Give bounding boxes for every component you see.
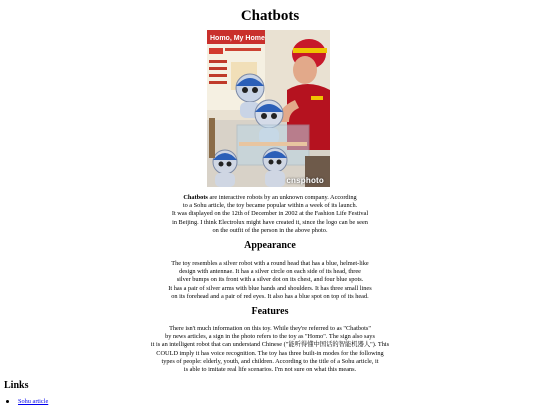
appearance-line-5: on its forehead and a pair of red eyes. It also has a blue spot on top of its head. <box>171 292 369 300</box>
intro-line-4: in Beijing. I think Electrolux might have created it, since the logo can be seen <box>172 218 368 226</box>
features-paragraph <box>0 325 540 374</box>
intro-line-3: It was displayed on the 12th of December in 2002 at the Fashion Life Festival <box>171 210 369 218</box>
features-heading: Features <box>251 306 289 317</box>
intro-paragraph <box>0 194 540 235</box>
links-heading: Links <box>4 380 29 391</box>
appearance-line-3: silver bumps on its front with a silver dot on its chest, and four blue spots. <box>176 276 364 284</box>
appearance-line-1: The toy resembles a silver robot with a round head that has a blue, helmet-like <box>171 260 369 267</box>
page-title: Chatbots <box>240 8 300 24</box>
intro-line-5: on the outfit of the person in the above photo. <box>212 226 328 234</box>
photo-watermark: cnsphoto <box>286 176 324 185</box>
sohu-article-link[interactable]: Sohu article <box>18 398 49 405</box>
sign-top-text: Homo, My Home <box>210 35 265 42</box>
features-line-5: types of people: elderly, youth, and children. According to the title of a Sohu article, it <box>161 357 379 365</box>
appearance-paragraph <box>0 260 540 301</box>
features-line-6: is able to imitate real life scenarios. I'm not sure on what this means. <box>183 366 357 374</box>
features-line-3: it is an intelligent robot that can understand Chinese ("能听得懂中国话的智能机器人"). This <box>150 341 390 349</box>
appearance-heading: Appearance <box>244 240 296 251</box>
intro-bold-term: Chatbots <box>183 194 208 201</box>
bullet-icon <box>6 400 9 403</box>
appearance-line-4: It has a pair of silver arms with blue hands and shoulders. It has three small lines <box>168 284 372 292</box>
chatbot-photo <box>207 30 330 187</box>
appearance-line-2: design with antennae. It has a silver circle on each side of its head, three <box>179 268 361 276</box>
intro-line-1-rest: are interactive robots by an unknown company. According <box>207 194 357 201</box>
features-line-1: There isn't much information on this toy. While they're referred to as "Chatbots" <box>169 325 371 332</box>
intro-line-2: to a Sohu article, the toy became popular within a week of its launch. <box>182 202 358 210</box>
features-line-2: by news articles, a sign in the photo refers to the toy as "Homo". The sign also says <box>165 333 375 341</box>
features-line-4: COULD imply it has voice recognition. The toy has three built-in modes for the following <box>156 349 384 357</box>
intro-line-1 <box>0 194 540 202</box>
photo-illustration <box>207 30 330 187</box>
